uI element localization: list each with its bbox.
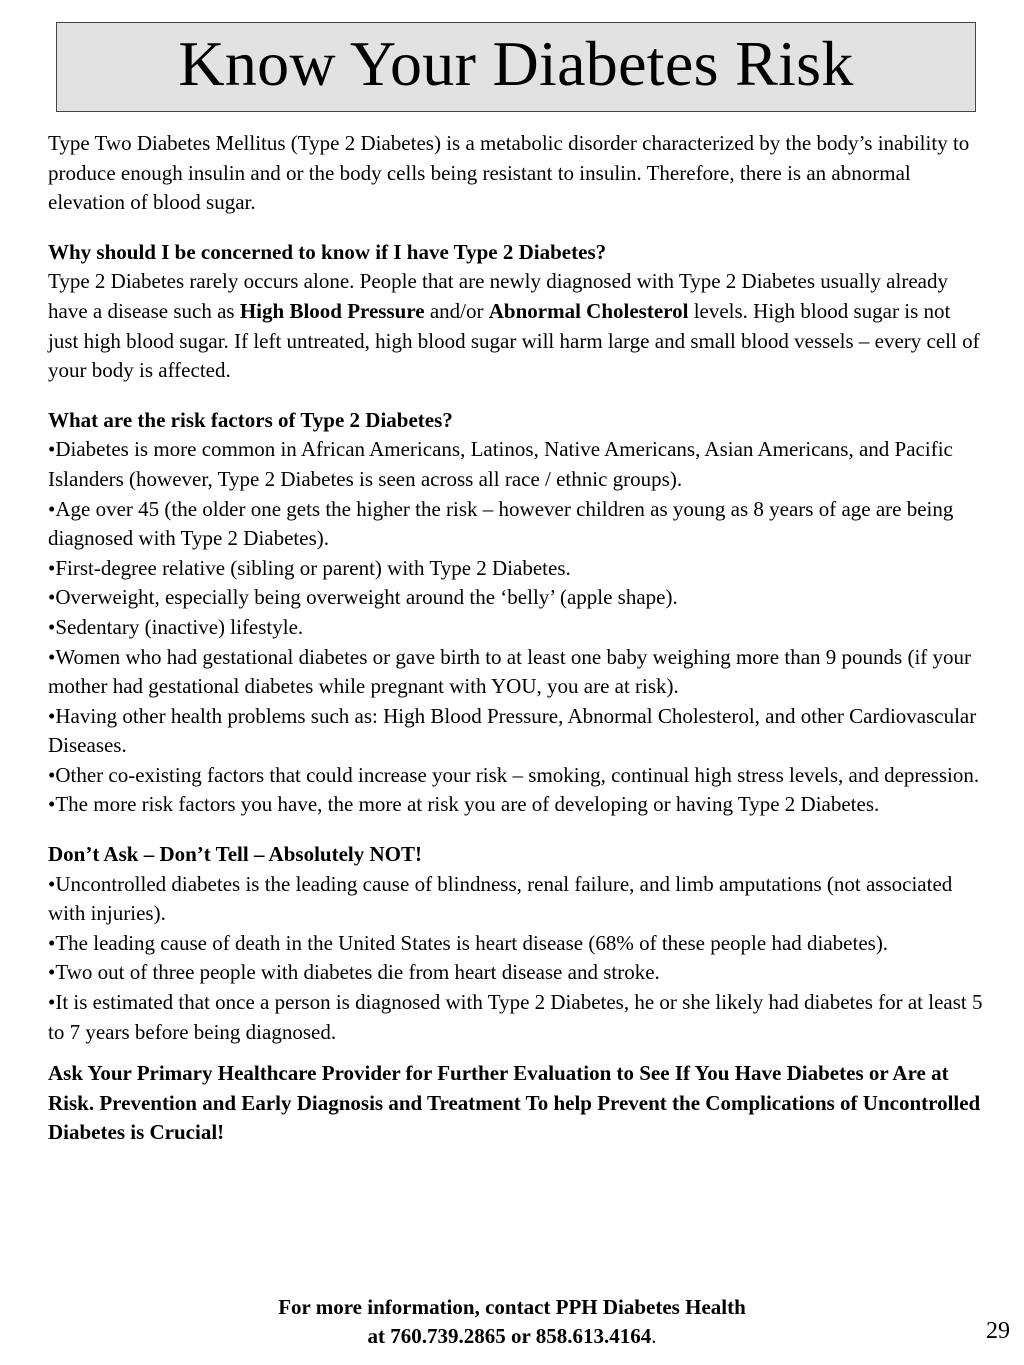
contact-footer [0, 1293, 1024, 1351]
concern-text-before: Type 2 Diabetes rarely occurs alone. People that are newly diagnosed with Type 2 Diabetes usually already have a disease such as [48, 269, 948, 323]
contact-line-2 [0, 1322, 1024, 1351]
document-body [48, 129, 983, 1148]
contact-trailing-period: . [651, 1324, 657, 1348]
concern-section [48, 238, 983, 386]
list-item: •The more risk factors you have, the more at risk you are of developing or having Type 2 Diabetes. [48, 792, 880, 817]
intro-paragraph: Type Two Diabetes Mellitus (Type 2 Diabetes) is a metabolic disorder characterized by the body’s inability to produce enough insulin and or the body cells being resistant to insulin. Therefore, there is an abnormal elevation of blood sugar. [48, 131, 970, 215]
list-item: •Sedentary (inactive) lifestyle. [48, 614, 304, 639]
call-to-action-section [48, 1059, 983, 1148]
list-item: •It is estimated that once a person is diagnosed with Type 2 Diabetes, he or she likely had diabetes for at least 5 to 7 years before being diagnosed. [48, 990, 983, 1044]
contact-phone-numbers: at 760.739.2865 or 858.613.4164 [367, 1324, 652, 1348]
list-item: •Diabetes is more common in African Americans, Latinos, Native Americans, Asian Americans, and Pacific Islanders (however, Type 2 Diabetes is seen across all race / ethnic groups). [48, 437, 953, 491]
risk-factors-section [48, 406, 983, 820]
dont-ask-section [48, 840, 983, 1047]
list-item: •The leading cause of death in the United States is heart disease (68% of these people had diabetes). [48, 930, 889, 955]
risk-factors-heading: What are the risk factors of Type 2 Diabetes? [48, 407, 453, 432]
list-item: •Overweight, especially being overweight around the ‘belly’ (apple shape). [48, 585, 678, 610]
page-title: Know Your Diabetes Risk [178, 28, 854, 99]
abnormal-cholesterol-term: Abnormal Cholesterol [488, 298, 689, 323]
call-to-action: Ask Your Primary Healthcare Provider for Further Evaluation to See If You Have Diabetes or Are at Risk. Prevention and Early Diagnosis and Treatment To help Prevent the Complications of Uncontrolled Diabetes is Crucial! [48, 1061, 981, 1145]
concern-paragraph [48, 267, 983, 385]
title-box [56, 22, 976, 112]
intro-section [48, 129, 983, 218]
concern-text-between: and/or [424, 298, 489, 323]
concern-text-after: levels. High blood sugar is not just high blood sugar. If left untreated, high blood sugar will harm large and small blood vessels – every cell of your body is affected. [48, 298, 980, 383]
high-blood-pressure-term: High Blood Pressure [239, 298, 425, 323]
list-item: •Two out of three people with diabetes die from heart disease and stroke. [48, 960, 660, 985]
list-item: •Age over 45 (the older one gets the higher the risk – however children as young as 8 years of age are being diagnosed with Type 2 Diabetes). [48, 496, 954, 551]
list-item: •Women who had gestational diabetes or gave birth to at least one baby weighing more than 9 pounds (if your mother had gestational diabetes while pregnant with YOU, you are at risk). [48, 644, 972, 699]
dont-ask-heading: Don’t Ask – Don’t Tell – Absolutely NOT! [48, 842, 422, 867]
list-item: •Having other health problems such as: High Blood Pressure, Abnormal Cholesterol, and other Cardiovascular Diseases. [48, 703, 977, 758]
list-item: •First-degree relative (sibling or parent) with Type 2 Diabetes. [48, 555, 571, 580]
list-item: •Other co-existing factors that could increase your risk – smoking, continual high stress levels, and depression. [48, 762, 980, 787]
contact-line-1: For more information, contact PPH Diabetes Health [278, 1295, 746, 1319]
page-number: 29 [986, 1318, 1010, 1344]
concern-heading: Why should I be concerned to know if I have Type 2 Diabetes? [48, 239, 607, 264]
list-item: •Uncontrolled diabetes is the leading cause of blindness, renal failure, and limb amputations (not associated with injuries). [48, 871, 953, 926]
